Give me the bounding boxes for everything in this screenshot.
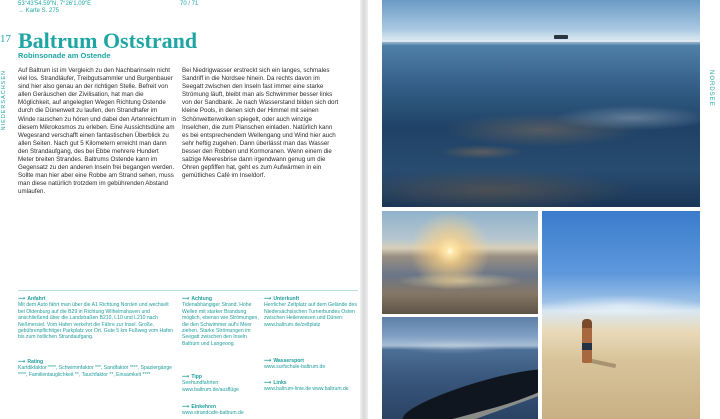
info-links: [264, 380, 358, 393]
info-anfahrt: [18, 296, 176, 341]
article-column-2: Bei Niedrigwasser erstreckt sich ein langes, schmales Sandriff in die Nordsee hinein. Da rechts davon im Seegatt zwischen den Inseln fast immer eine starke Strömung läuft, bleibt man als Schwimmer besser links von der Sandbank. Je nach Wasserstand bilden sich dort kleine Pools, in denen sich der Himmel mit seinen Schönwetterwolken spiegelt, oder auch winzige Inselchen, die zum Planschen einladen. Natürlich kann es bei entsprechendem Wellengang und Wind hier auch sehr heftig zugehen. Dann überlässt man das Wasser besser den Robben und Kormoranen. Wenn einem die salzige Meeresbrise dann irgendwann genug um die Ohren gepfiffen hat, geht es zum Aufwärmen in ein gemütliches Café im Inseldorf.: [182, 67, 339, 180]
arrow-icon: ⟶: [264, 380, 272, 386]
info-links-text[interactable]: www.baltrum-linie.de www.baltrum.de: [264, 386, 349, 393]
photo-sunset-beach: [382, 211, 538, 314]
info-rating-text: Kartdikfaktor ****, Schwimmfaktor ***, Sandfaktor ****, Spaziergänge ****, Familientauglichkeit **, Tauchfaktor **, Einsamkeit ****: [18, 365, 173, 378]
info-rating: [18, 359, 176, 378]
article-subtitle: Robinsonade am Ostende: [18, 51, 111, 60]
arrow-icon: ⟶: [264, 296, 272, 302]
entry-number: 17: [0, 33, 11, 45]
arrow-icon: ⟶: [18, 359, 26, 365]
region-label-right: NORDSEE: [708, 70, 714, 107]
info-tipp-heading: ⟶ Tipp: [182, 374, 202, 380]
gps-coordinates: 53°43'54.59"N, 7°26'1.09"E: [18, 1, 92, 7]
horizon-line: [382, 40, 700, 42]
info-einkehren: [182, 404, 260, 417]
kayak-bow: [399, 358, 538, 419]
arrow-icon: ⟶: [18, 296, 26, 302]
info-tipp: [182, 374, 260, 393]
arrow-icon: ⟶: [264, 358, 272, 364]
info-anfahrt-heading: ⟶ Anfahrt: [18, 296, 46, 302]
photo-tidal-pools: [382, 0, 700, 207]
info-wassersport: [264, 358, 358, 371]
info-einkehren-heading: ⟶ Einkehren: [182, 404, 216, 410]
info-unterkunft-heading: ⟶ Unterkunft: [264, 296, 300, 302]
arrow-icon: ⟶: [182, 404, 190, 410]
info-anfahrt-text: Mit dem Auto fährt man über die A1 Richtung Norden und wechselt bei Oldenburg auf die B29 in Richtung Wilhelmshaven und anschließend über die Landstraßen B210, L10 und L210 nach Neßmersiel. Vom Hafen verkehrt die Fähre zur Insel. Große, gebührenpflichtiger Parkplatz vor Ort. Gute 5 km Fußweg vom Hafen bis zum östlichen Strandaufgang.: [18, 302, 174, 341]
info-achtung: [182, 296, 260, 347]
info-unterkunft-text[interactable]: Herrlicher Zeltplatz auf dem Gelände des Niedersächsischen Turnerbundes Osten zwischen Heilerwiesen und Dünen: www.baltrum.de/zeltplatz: [264, 302, 357, 328]
info-tipp-text[interactable]: Seehundfahrten: www.baltrum.de/ausflüge: [182, 380, 239, 393]
arrow-icon: ⟶: [182, 296, 190, 302]
article-column-1: Auf Baltrum ist im Vergleich zu den Nachbarinseln nicht viel los. Strandläufer, Treibgutsammler und Burgenbauer sind hier also genau an der richtigen Stelle. Befreit von allen Geräuschen der Zivilisation, hat man die Möglichkeit, auf angelegten Wegen Richtung Ostende durch die Dünenwelt zu laufen, den Strandhafer im Winde rauschen zu hören und dabei den Artenreichtum in diesem Mikrokosmos zu erleben. Eine Aussichtsdüne am Wegesrand verschafft einen fantastischen Überblick zu allen Seiten. Nach gut 5 Kilometern erreicht man dann den Strandaufgang, des bei Ebbe mehrere Hundert Meter breiten Strandes. Baltrums Ostende kann im Gegensatz zu den anderen Inseln frei begangen werden. Sollte man hier aber eine Robbe am Strand sehen, muss man diese natürlich trotzdem im gebührenden Abstand umlaufen.: [18, 67, 176, 196]
info-links-heading: ⟶ Links: [264, 380, 287, 386]
page-numbers: 70 / 71: [180, 1, 199, 7]
info-achtung-heading: ⟶ Achtung: [182, 296, 212, 302]
photo-person-on-beach: [542, 211, 700, 419]
book-gutter: [360, 0, 368, 419]
info-wassersport-text[interactable]: www.surfschule-baltrum.de: [264, 364, 326, 371]
info-rating-heading: ⟶ Rating: [18, 359, 44, 365]
info-einkehren-text[interactable]: www.strandcafe-baltrum.de: [182, 410, 244, 417]
info-unterkunft: [264, 296, 358, 328]
person-figure: [582, 319, 592, 363]
map-reference-link[interactable]: → Karte S. 275: [18, 8, 60, 14]
arrow-icon: ⟶: [182, 374, 190, 380]
coordinates: [18, 1, 91, 15]
region-label: NIEDERSACHSEN: [1, 70, 7, 131]
ship-silhouette: [554, 35, 568, 39]
photo-kayak: [382, 317, 538, 419]
info-wassersport-heading: ⟶ Wassersport: [264, 358, 304, 364]
info-achtung-text: Tidenabhängiger Strand. Hohe Wellen mit starker Brandung möglich, ebenso wie Strömungen, die den Schwimmer auf's Meer ziehen. Starke Strömungen im Seegatt zwischen den Inseln Baltrum und Langeoog.: [182, 302, 259, 347]
info-divider: [18, 290, 358, 291]
article-title: Baltrum Oststrand: [18, 28, 198, 53]
